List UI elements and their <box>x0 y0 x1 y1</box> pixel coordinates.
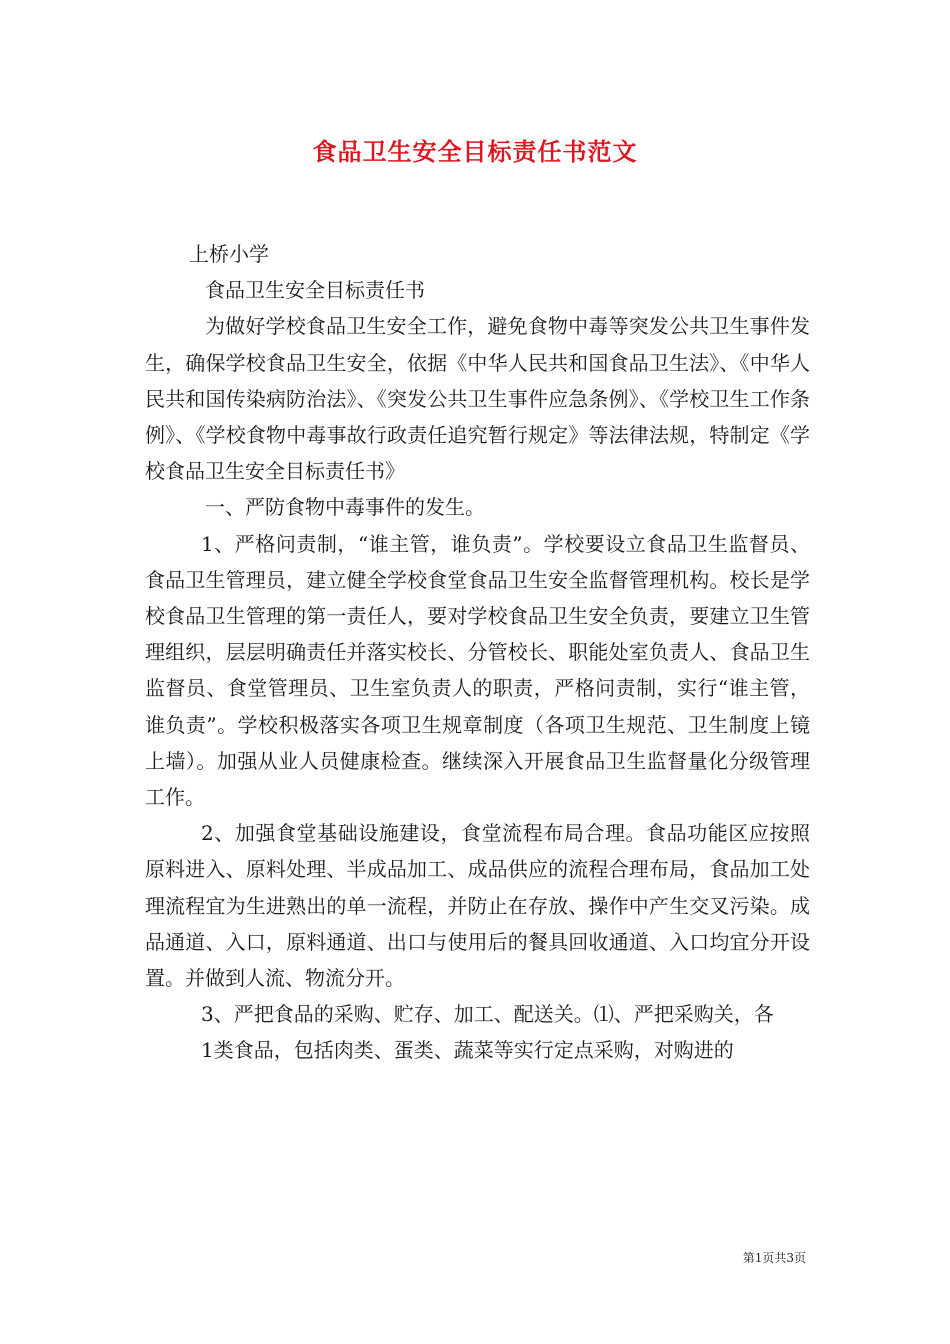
document-body <box>145 236 810 1069</box>
paragraph-item-3-cont: 1类食品，包括肉类、蛋类、蔬菜等实行定点采购，对购进的 <box>201 1038 734 1063</box>
section-heading: 一、严防食物中毒事件的发生。 <box>205 495 485 520</box>
paragraph-intro: 为做好学校食品卫生安全工作，避免食物中毒等突发公共卫生事件发生，确保学校食品卫生安全，依据《中华人民共和国食品卫生法》、《中华人民共和国传染病防治法》、《突发公共卫生事件应急条例》、《学校卫生工作条例》、《学校食物中毒事故行政责任追究暂行规定》等法律法规，特制定《学校食品卫生安全目标责任书》 <box>145 314 810 484</box>
paragraph-item-3: 3、严把食品的采购、贮存、加工、配送关。⑴、严把采购关，各 <box>201 1002 774 1027</box>
school-name: 上桥小学 <box>189 242 269 266</box>
paragraph-item-1: 1、严格问责制，“谁主管，谁负责”。学校要设立食品卫生监督员、食品卫生管理员，建立健全学校食堂食品卫生安全监督管理机构。校长是学校食品卫生管理的第一责任人，要对学校食品卫生安全负责，要建立卫生管理组织，层层明确责任并落实校长、分管校长、职能处室负责人、食品卫生监督员、食堂管理员、卫生室负责人的职责，严格问责制，实行“谁主管，谁负责”。学校积极落实各项卫生规章制度（各项卫生规范、卫生制度上镜上墙）。加强从业人员健康检查。继续深入开展食品卫生监督量化分级管理工作。 <box>145 531 810 810</box>
document-title: 食品卫生安全目标责任书范文 <box>312 137 638 166</box>
paragraph-item-2: 2、加强食堂基础设施建设，食堂流程布局合理。食品功能区应按照原料进入、原料处理、半成品加工、成品供应的流程合理布局，食品加工处理流程宜为生进熟出的单一流程，并防止在存放、操作中产生交叉污染。成品通道、入口，原料通道、出口与使用后的餐具回收通道、入口均宜分开设置。并做到人流、物流分开。 <box>145 821 810 991</box>
subtitle: 食品卫生安全目标责任书 <box>205 278 425 303</box>
page-indicator: 第1页共3页 <box>742 1251 806 1265</box>
